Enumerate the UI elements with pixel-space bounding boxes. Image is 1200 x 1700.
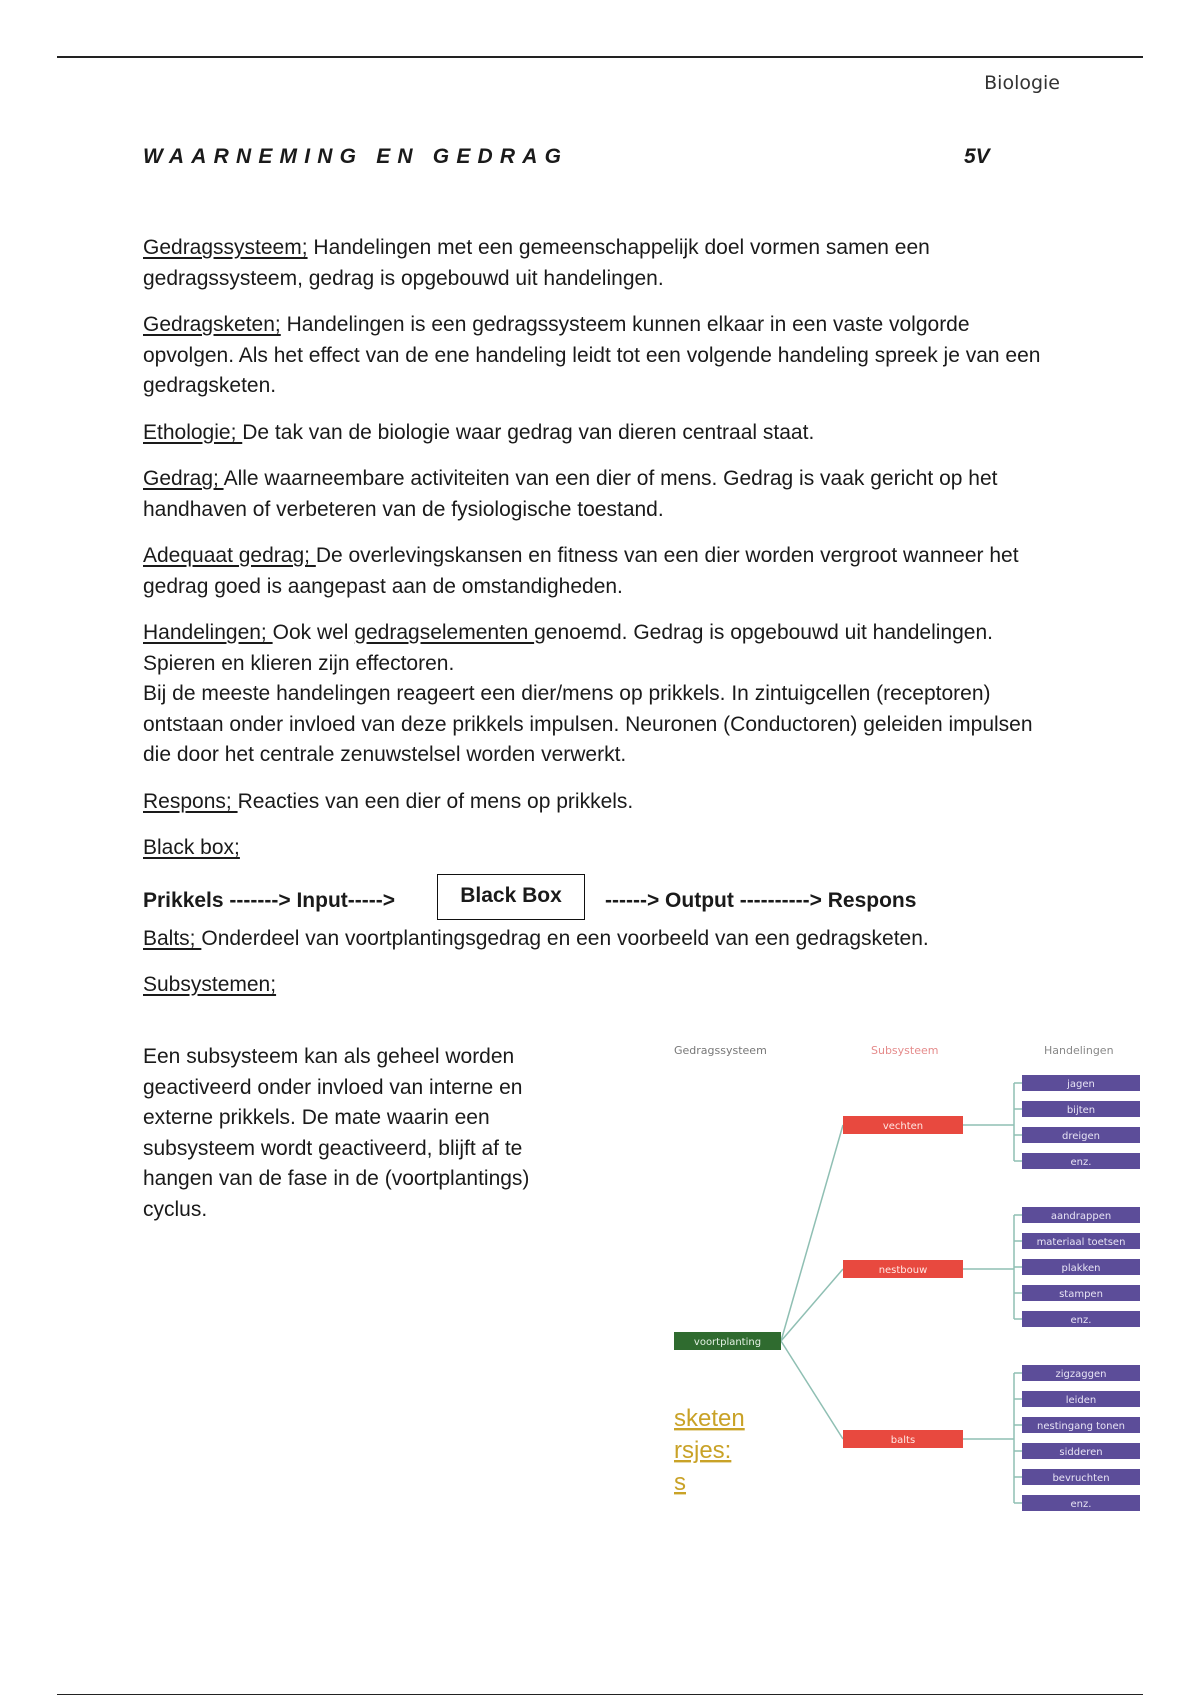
- subsystemen-text: Een subsysteem kan als geheel worden geactiveerd onder invloed van interne en externe prikkels. De mate waarin een subsysteem wordt geactiveerd, blijft af te hangen van de fase in de (voortplantings) cyclus.: [143, 1045, 530, 1221]
- definition-handelingen: [143, 618, 1063, 771]
- action-label: bevruchten: [1052, 1473, 1110, 1484]
- action-label: bijten: [1066, 1105, 1096, 1116]
- action-label: nestingang tonen: [1037, 1421, 1125, 1432]
- definition-balts: [143, 924, 1063, 955]
- term: Subsystemen;: [143, 973, 277, 996]
- action-label: jagen: [1067, 1079, 1095, 1090]
- definition-text: Handelingen met een gemeenschappelijk doel vormen samen een gedragssysteem, gedrag is opgebouwd uit handelingen.: [143, 236, 930, 290]
- subsystem-label: balts: [890, 1435, 916, 1446]
- definition-gedrag: [143, 464, 1063, 525]
- action-label: plakken: [1061, 1263, 1101, 1274]
- connector-line: [781, 1269, 843, 1341]
- definitions: [143, 233, 1063, 1017]
- action-label: stampen: [1059, 1289, 1103, 1300]
- black-box: Black Box: [437, 874, 585, 920]
- footer-rule: [57, 1694, 1143, 1695]
- term: Respons;: [143, 789, 238, 813]
- term: Black box;: [143, 836, 240, 859]
- term: Gedragsketen;: [143, 313, 281, 336]
- definition-text: De overlevingskansen en fitness van een dier worden vergroot wanneer het gedrag goed is aangepast aan de omstandigheden.: [143, 544, 1019, 598]
- definition-text: Handelingen is een gedragssysteem kunnen elkaar in een vaste volgorde opvolgen. Als het effect van de ene handeling leidt tot een volgende handeling spreek je van een gedragsketen.: [143, 313, 1041, 397]
- header-rule: [57, 56, 1143, 58]
- subsystem-label: nestbouw: [878, 1265, 928, 1276]
- flow-output: ------> Output ----------> Respons: [605, 888, 917, 912]
- diagram-svg: [674, 1030, 1144, 1530]
- term: Balts;: [143, 926, 202, 950]
- definition-ethologie: [143, 418, 1063, 449]
- subject-label: Biologie: [984, 72, 1060, 94]
- action-label: leiden: [1065, 1395, 1097, 1406]
- action-label: enz.: [1070, 1315, 1092, 1326]
- diagram-header-actions: Handelingen: [1044, 1044, 1114, 1057]
- diagram-header-subsystem: Subsysteem: [871, 1044, 939, 1057]
- term: Gedragssysteem;: [143, 236, 308, 259]
- action-label: zigzaggen: [1055, 1369, 1107, 1380]
- level-label: 5V: [964, 145, 990, 168]
- overlay-fragment: sketen: [674, 1405, 745, 1432]
- action-label: aandrappen: [1050, 1211, 1112, 1222]
- black-box-flow: [143, 874, 1063, 922]
- action-label: dreigen: [1061, 1131, 1101, 1142]
- definition-respons: [143, 787, 1063, 818]
- term-gedragselementen: gedragselementen: [354, 621, 535, 644]
- definition-black-box: [143, 833, 1063, 864]
- term: Adequaat gedrag;: [143, 544, 316, 567]
- action-label: enz.: [1070, 1499, 1092, 1510]
- definition-adequaat-gedrag: [143, 541, 1063, 602]
- definition-text: Ook wel: [272, 621, 355, 644]
- root-label: voortplanting: [693, 1337, 762, 1348]
- term: Gedrag;: [143, 467, 224, 490]
- action-label: materiaal toetsen: [1036, 1237, 1126, 1248]
- connector-line: [781, 1125, 843, 1341]
- definition-text: De tak van de biologie waar gedrag van dieren centraal staat.: [242, 420, 815, 444]
- overlay-fragment: rsjes:: [674, 1437, 732, 1464]
- definition-text: Bij de meeste handelingen reageert een dier/mens op prikkels. In zintuigcellen (receptoren) ontstaan onder invloed van deze prikkels impulsen. Neuronen (Conductoren) geleiden impulsen die door het centrale zenuwstelsel worden verwerkt.: [143, 682, 1033, 766]
- flow-input: Prikkels -------> Input----->: [143, 888, 395, 912]
- action-label: enz.: [1070, 1157, 1092, 1168]
- page-title: WAARNEMING EN GEDRAG: [143, 145, 569, 168]
- definition-text: Alle waarneembare activiteiten van een dier of mens. Gedrag is vaak gericht op het handhaven of verbeteren van de fysiologische toestand.: [143, 467, 998, 521]
- definition-text: Onderdeel van voortplantingsgedrag en een voorbeeld van een gedragsketen.: [201, 926, 929, 950]
- action-label: sidderen: [1059, 1447, 1103, 1458]
- term: Handelingen;: [143, 621, 273, 644]
- subsystem-label: vechten: [882, 1121, 924, 1132]
- term: Ethologie;: [143, 420, 243, 444]
- overlay-fragment: s: [674, 1469, 686, 1496]
- behavior-system-diagram: [674, 1030, 1144, 1530]
- connector-line: [781, 1341, 843, 1439]
- definition-subsystemen: [143, 970, 1063, 1001]
- diagram-header-system: Gedragssysteem: [674, 1044, 767, 1057]
- definition-text: genoemd. Gedrag is opgebouwd uit handelingen. Spieren en klieren zijn effectoren.: [143, 621, 993, 675]
- definition-gedragsketen: [143, 310, 1063, 402]
- definition-text: Reacties van een dier of mens op prikkels.: [237, 789, 634, 813]
- definition-gedragssysteem: [143, 233, 1063, 294]
